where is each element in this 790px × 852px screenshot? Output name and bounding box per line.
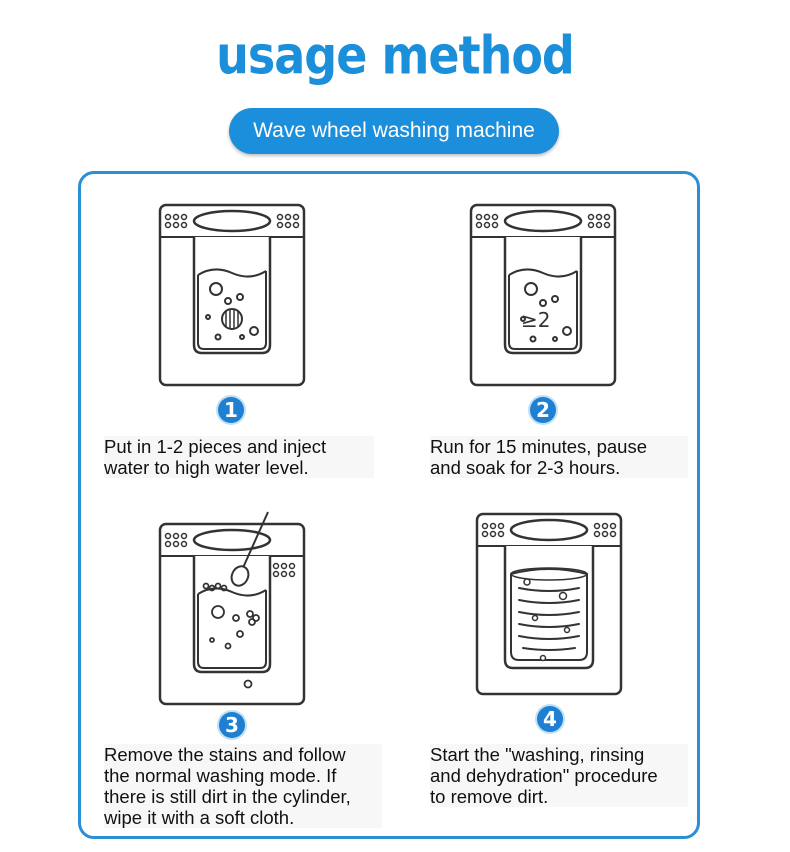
washing-machine-step2-icon bbox=[469, 203, 617, 387]
step-4-text: Start the "washing, rinsing and dehydration" procedure to remove dirt. bbox=[430, 744, 688, 807]
step-3-badge: 3 bbox=[219, 712, 245, 738]
washing-machine-step4-icon bbox=[475, 512, 623, 696]
soak-hours-label: ≥2 bbox=[521, 308, 551, 332]
machine-type-label: Wave wheel washing machine bbox=[229, 108, 559, 154]
washing-machine-step1-icon bbox=[158, 203, 306, 387]
step-1-text: Put in 1-2 pieces and inject water to high water level. bbox=[104, 436, 374, 478]
step-3-text: Remove the stains and follow the normal washing mode. If there is still dirt in the cylinder, wipe it with a soft cloth. bbox=[104, 744, 382, 828]
step-4-badge: 4 bbox=[537, 706, 563, 732]
step-1-badge: 1 bbox=[218, 397, 244, 423]
step-2-text: Run for 15 minutes, pause and soak for 2-3 hours. bbox=[430, 436, 688, 478]
page-title: usage method bbox=[216, 23, 574, 87]
step-2-badge: 2 bbox=[530, 397, 556, 423]
washing-machine-step3-icon bbox=[158, 510, 308, 710]
